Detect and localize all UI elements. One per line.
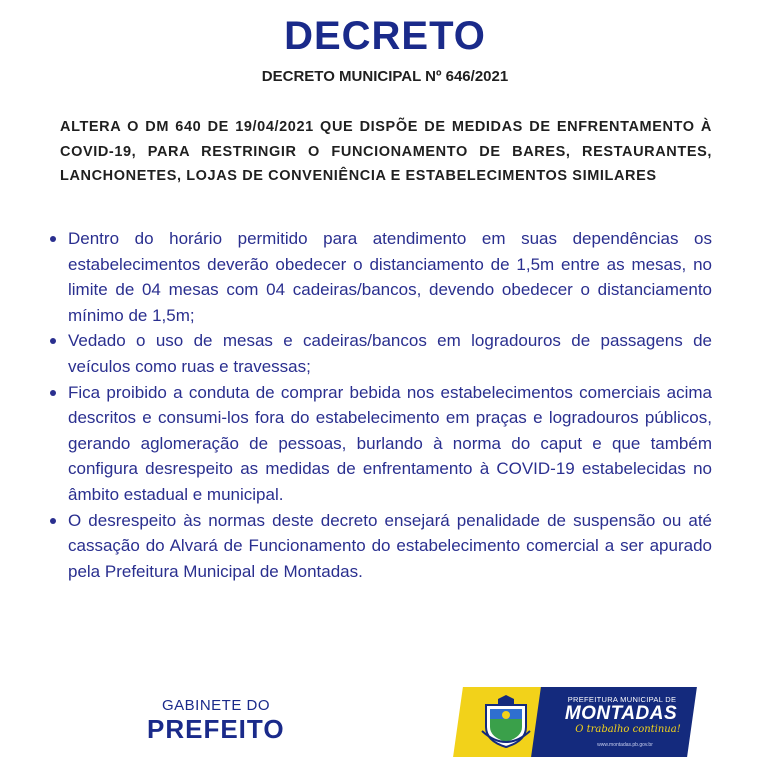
logo-url: www.montadas.pb.gov.br (597, 742, 653, 748)
crest-icon (480, 695, 532, 749)
prefeitura-logo (458, 683, 692, 759)
decree-items-list (50, 226, 712, 584)
logo-slogan: O trabalho continua! (575, 724, 681, 735)
list-item (50, 328, 712, 379)
logo-top-text: PREFEITURA MUNICIPAL DE (567, 695, 677, 704)
decree-title: DECRETO (284, 14, 486, 58)
list-item-text: O desrespeito às normas deste decreto ensejará penalidade de suspensão ou até cassação do Alvará de Funcionamento do estabelecimento comercial a ser apurado pela Prefeitura Municipal de Montadas. (68, 510, 712, 581)
bullet-icon (50, 338, 56, 344)
prefeito-label: PREFEITO (147, 714, 285, 744)
list-item-text: Vedado o uso de mesas e cadeiras/bancos em logradouros de passagens de veículos como ruas e travessas; (68, 331, 712, 376)
list-item-text: Fica proibido a conduta de comprar bebida nos estabelecimentos comerciais acima descritos e consumi-los fora do estabelecimento em praças e logradouros públicos, gerando aglomeração de pessoas, burlando à norma do caput e que também configura desrespeito as medidas de enfrentamento à COVID-19 estabelecidas no âmbito estadual e municipal. (68, 382, 712, 504)
bullet-icon (50, 236, 56, 242)
decree-number: DECRETO MUNICIPAL Nº 646/2021 (261, 68, 509, 85)
bullet-icon (50, 518, 56, 524)
decree-heading: ALTERA O DM 640 DE 19/04/2021 QUE DISPÕE DE MEDIDAS DE ENFRENTAMENTO À COVID-19, PARA RESTRINGIR O FUNCIONAMENTO DE BARES, RESTAURANTES, LANCHONETES, LOJAS DE CONVENIÊNCIA E ESTABELECIMENTOS SIMILARES (60, 119, 712, 184)
gabinete-label: GABINETE DO (162, 697, 271, 714)
list-item-text: Dentro do horário permitido para atendimento em suas dependências os estabelecimentos deverão obedecer o distanciamento de 1,5m entre as mesas, no limite de 04 mesas com 04 cadeiras/bancos, devendo obedecer o distanciamento mínimo de 1,5m; (68, 229, 712, 325)
list-item (50, 226, 712, 328)
logo-main-text: MONTADAS (564, 703, 678, 724)
list-item (50, 380, 712, 508)
bullet-icon (50, 390, 56, 396)
list-item (50, 508, 712, 585)
